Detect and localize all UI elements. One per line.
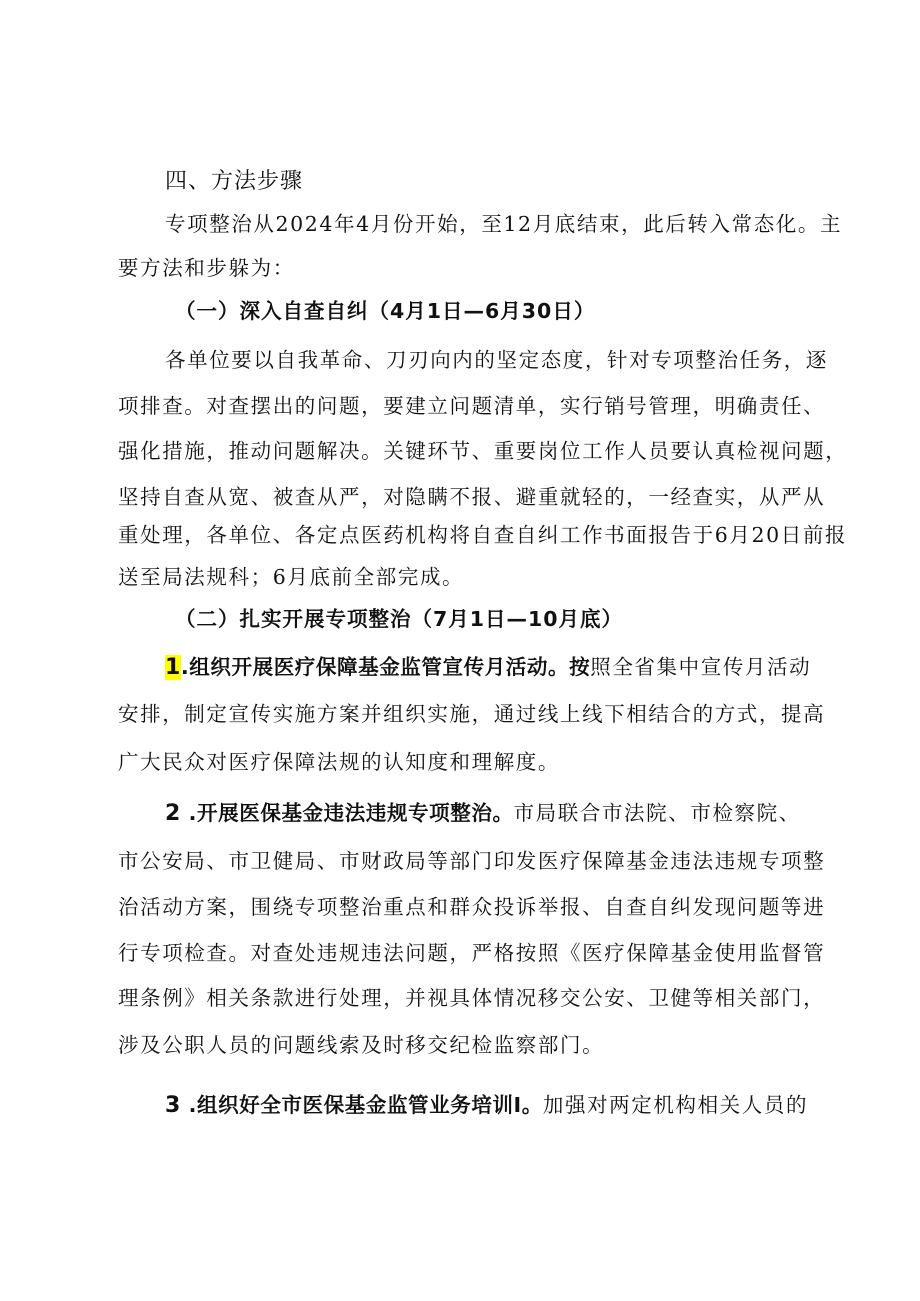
- item3-bold-title: .组织好全市医保基金监管业务培训Ⅰ。: [180, 1093, 543, 1117]
- item1-first-line: [165, 653, 811, 682]
- step1-line-2: 项排查。对查摆出的问题，要建立问题清单，实行销号管理，明确责任、: [118, 394, 826, 418]
- item2-rest: 市局联合市法院、市检察院、: [513, 801, 801, 825]
- item2-line-2: 市公安局、市卫健局、市财政局等部门印发医疗保障基金违法违规专项整: [118, 849, 826, 873]
- item2-line-6: 涉及公职人员的问题线索及时移交纪检监察部门。: [118, 1033, 605, 1057]
- intro-line-1: 专项整治从2024年4月份开始，至12月底结束，此后转入常态化。主: [165, 212, 843, 236]
- item2-bold-title: .开展医保基金违法违规专项整治。: [180, 801, 514, 825]
- item1-number: 1: [165, 655, 181, 680]
- step1-line-4: 坚持自查从宽、被查从严，对隐瞒不报、避重就轻的，一经查实，从严从: [118, 485, 826, 509]
- step1-line-3: 强化措施，推动问题解决。关键环节、重要岗位工作人员要认真检视问题，: [118, 439, 848, 463]
- intro-line-2: 要方法和步躲为：: [118, 256, 295, 280]
- item1-rest: 照全省集中宣传月活动: [590, 655, 812, 679]
- item3-first-line: [165, 1091, 808, 1120]
- item1-bold-title: .组织开展医疗保障基金监管宣传月活动。按: [180, 655, 591, 679]
- item2-line-4: 行专项检查。对查处违规违法问题，严格按照《医疗保障基金使用监督管: [118, 941, 826, 965]
- item2-line-5: 理条例》相关条款进行处理，并视具体情况移交公安、卫健等相关部门，: [118, 986, 826, 1010]
- item2-number: 2: [165, 801, 181, 826]
- step1-title: （一）深入自查自纠（4月1日—6月30日）: [175, 299, 596, 323]
- step1-line-6: 送至局法规科；6月底前全部完成。: [118, 565, 465, 589]
- item3-rest: 加强对两定机构相关人员的: [542, 1093, 809, 1117]
- section-heading: 四、方法步骤: [165, 169, 304, 194]
- step1-line-1: 各单位要以自我革命、刀刃向内的坚定态度，针对专项整治任务，逐: [165, 348, 828, 372]
- step2-title: （二）扎实开展专项整治（7月1日—10月底）: [175, 607, 624, 631]
- item1-line-3: 广大民众对医疗保障法规的认知度和理解度。: [118, 750, 560, 774]
- item1-line-2: 安排，制定宣传实施方案并组织实施，通过线上线下相结合的方式，提高: [118, 702, 826, 726]
- item2-first-line: [165, 799, 801, 828]
- item3-number: 3: [165, 1093, 181, 1118]
- step1-line-5: 重处理，各单位、各定点医药机构将自查自纠工作书面报告于6月20日前报: [118, 523, 848, 547]
- item2-line-3: 治活动方案，围绕专项整治重点和群众投诉举报、自查自纠发现问题等进: [118, 895, 826, 919]
